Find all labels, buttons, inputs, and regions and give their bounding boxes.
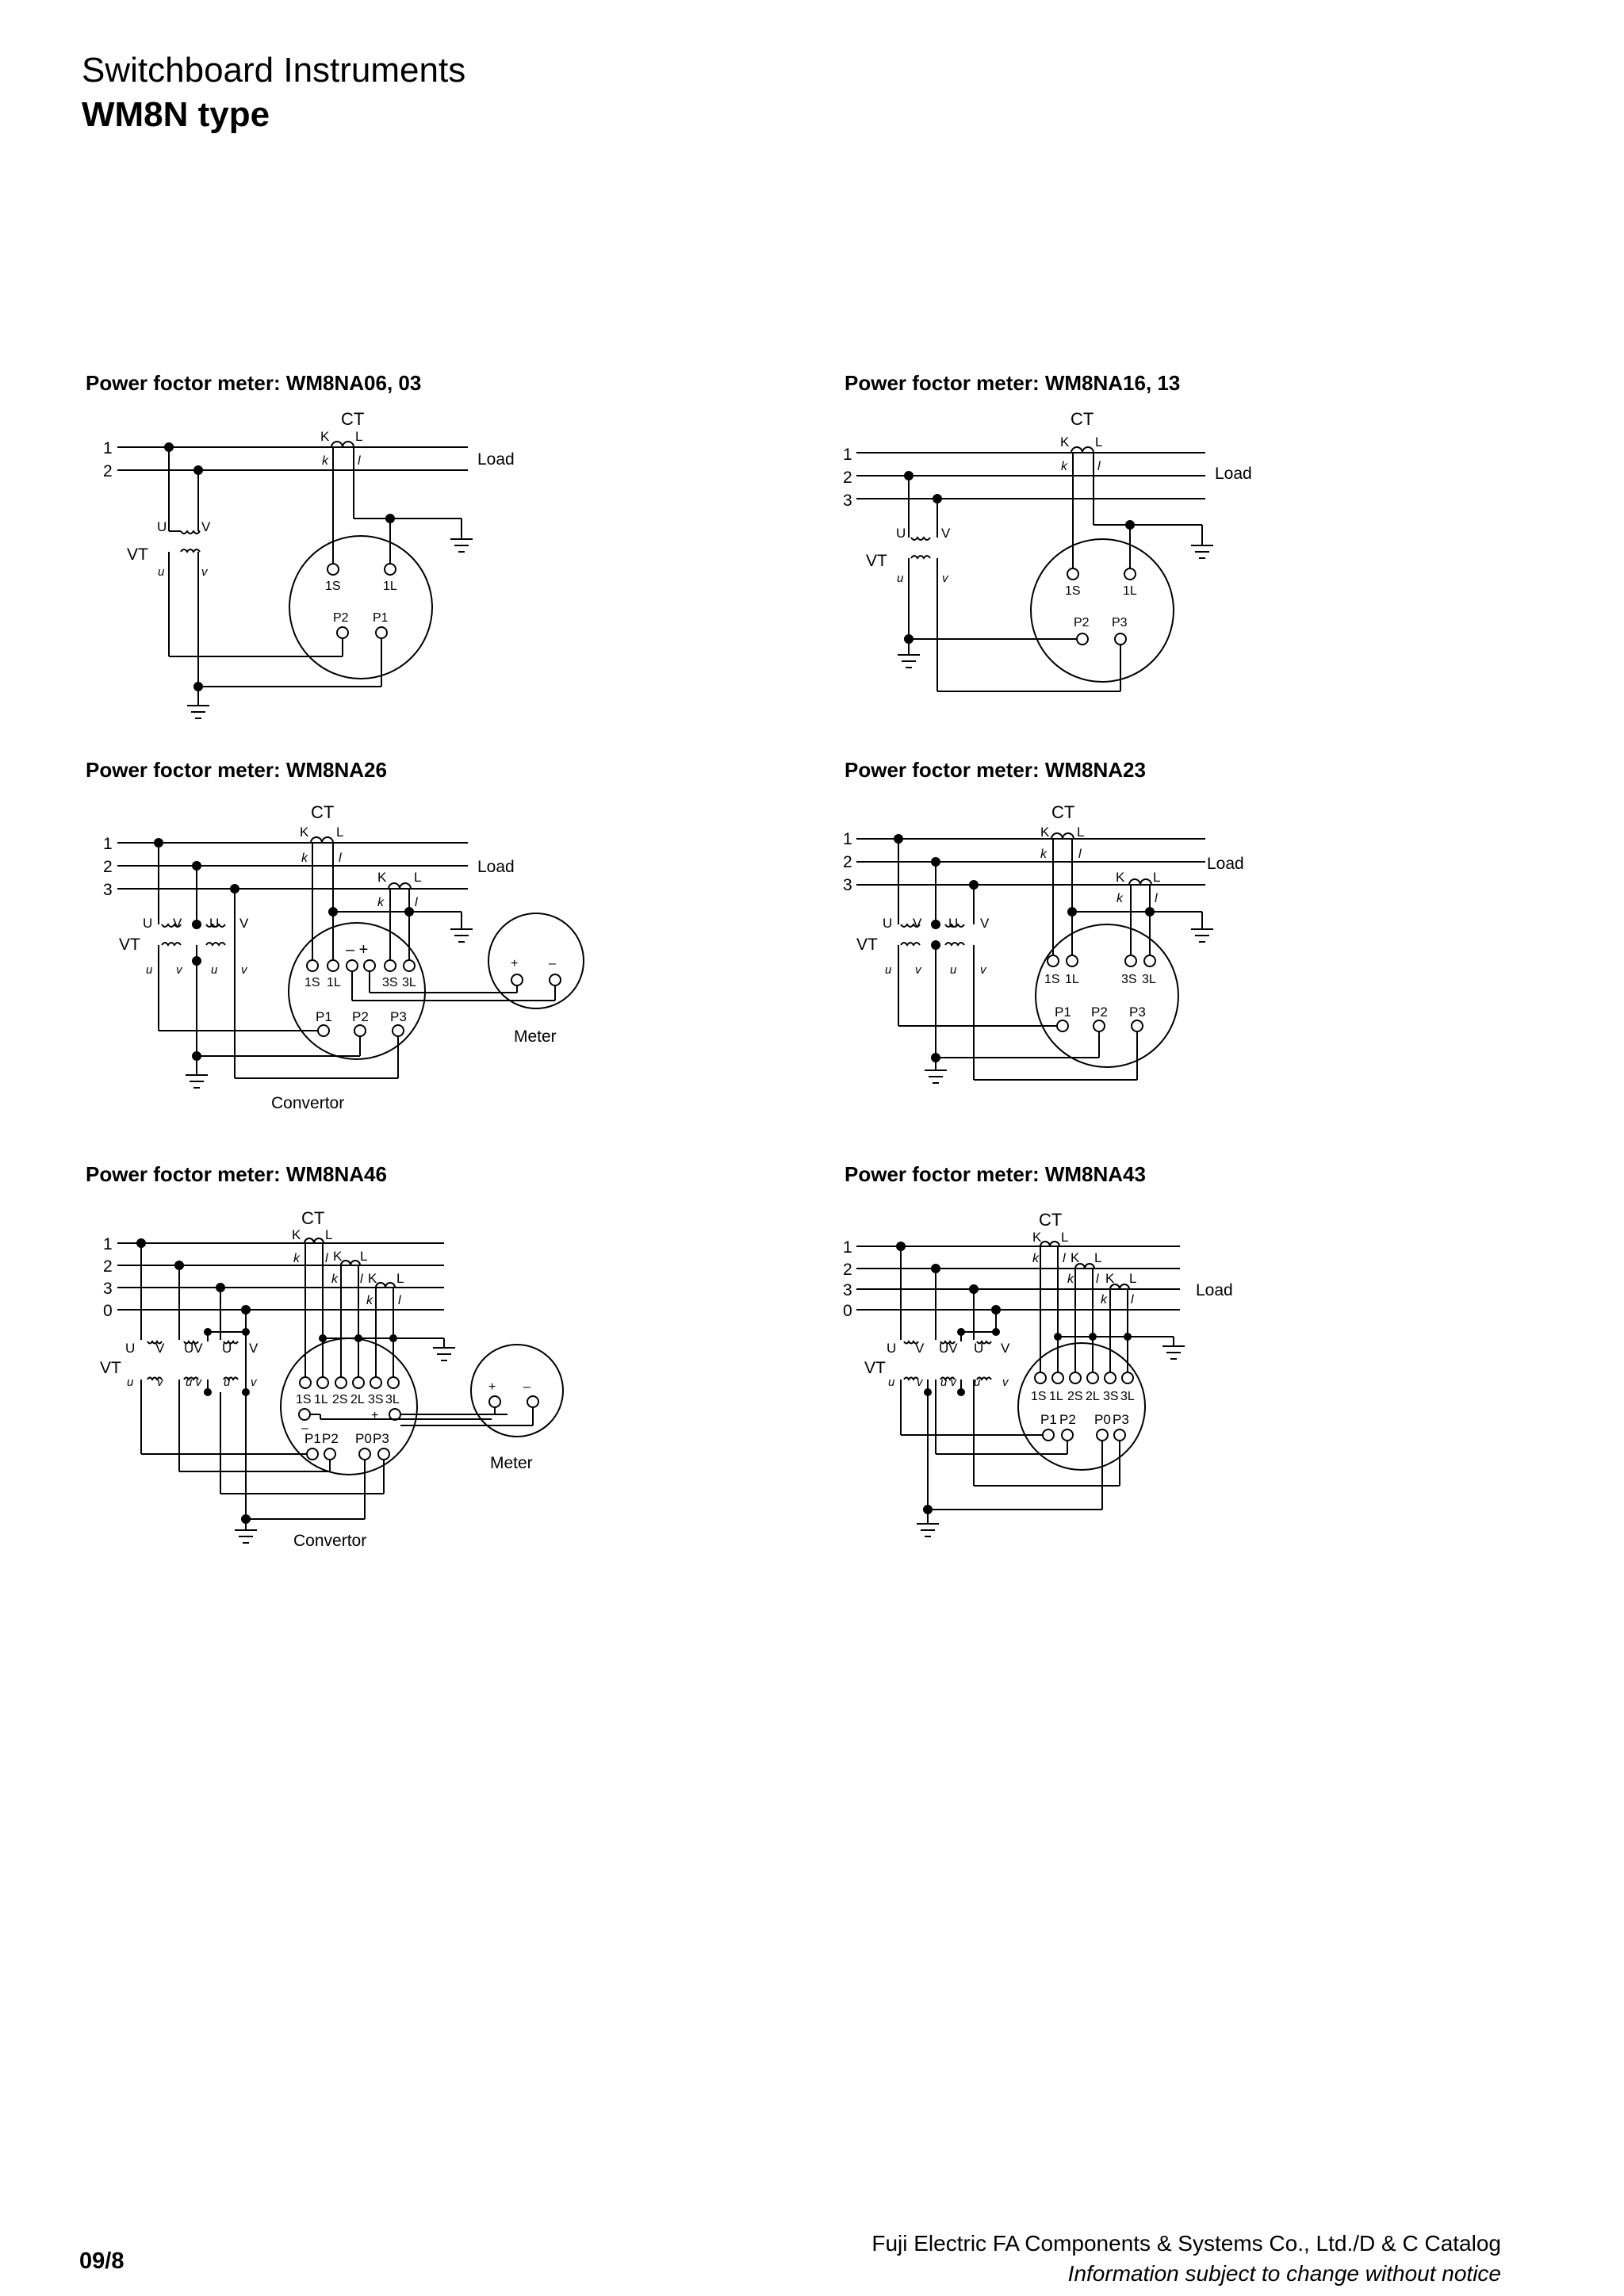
svg-text:P3: P3 [1112, 616, 1128, 629]
svg-text:L: L [414, 870, 422, 885]
svg-text:u v: u v [940, 1376, 957, 1389]
svg-text:1S: 1S [1044, 973, 1060, 986]
svg-text:u: u [224, 1376, 231, 1389]
svg-text:Load: Load [1207, 855, 1244, 873]
svg-text:3S: 3S [1121, 973, 1137, 986]
svg-text:Meter: Meter [490, 1454, 533, 1472]
svg-text:u: u [974, 1376, 981, 1389]
svg-text:P0: P0 [1094, 1412, 1111, 1427]
company-name: Fuji Electric FA Components & Systems Co., Ltd./D & C Catalog [871, 2231, 1501, 2256]
svg-text:K: K [1116, 870, 1125, 885]
svg-text:l: l [358, 454, 361, 468]
svg-text:l: l [1063, 1252, 1066, 1265]
svg-text:l: l [398, 1294, 401, 1307]
diagram-title-wm8na43: Power foctor meter: WM8NA43 [845, 1162, 1146, 1186]
svg-text:3S: 3S [368, 1393, 384, 1406]
svg-text:1L: 1L [327, 976, 341, 989]
svg-text:1S: 1S [296, 1393, 312, 1406]
svg-text:k: k [1040, 848, 1047, 861]
svg-text:P1: P1 [316, 1009, 332, 1024]
svg-text:V: V [915, 1341, 925, 1356]
svg-text:l: l [1097, 460, 1101, 473]
svg-text:V: V [173, 916, 182, 931]
svg-text:Load: Load [1215, 465, 1252, 483]
svg-text:3: 3 [843, 492, 852, 510]
svg-text:V: V [239, 916, 249, 931]
svg-text:2: 2 [843, 469, 852, 487]
svg-text:V: V [941, 526, 951, 541]
svg-text:2: 2 [103, 1257, 113, 1276]
svg-text:U: U [974, 1341, 984, 1356]
svg-text:l: l [339, 851, 342, 865]
svg-text:1S: 1S [325, 580, 341, 593]
svg-text:CT: CT [301, 1208, 325, 1228]
meter-label: Meter [514, 1027, 557, 1046]
svg-text:–: – [523, 1380, 530, 1394]
svg-text:u: u [888, 1376, 895, 1389]
svg-text:u: u [885, 963, 892, 977]
svg-text:u v: u v [186, 1376, 202, 1389]
svg-text:v: v [201, 565, 208, 579]
svg-text:V: V [249, 1341, 259, 1356]
svg-text:3L: 3L [1120, 1390, 1135, 1403]
svg-text:K: K [1040, 825, 1050, 840]
svg-text:2: 2 [103, 462, 113, 480]
diagram-title-wm8na06: Power foctor meter: WM8NA06, 03 [86, 371, 422, 395]
svg-text:Convertor: Convertor [293, 1532, 367, 1550]
svg-text:v: v [176, 963, 182, 977]
svg-text:1L: 1L [1049, 1390, 1063, 1403]
svg-text:U: U [883, 916, 893, 931]
svg-text:K: K [1060, 434, 1070, 450]
product-type-title: WM8N type [82, 95, 270, 134]
svg-text:+: + [511, 957, 519, 970]
svg-text:2L: 2L [1086, 1390, 1100, 1403]
svg-text:l: l [360, 1272, 363, 1286]
svg-text:l: l [415, 896, 418, 909]
svg-text:2S: 2S [332, 1393, 348, 1406]
svg-text:v: v [1002, 1376, 1009, 1389]
svg-text:P3: P3 [1113, 1412, 1129, 1427]
svg-text:K: K [1032, 1230, 1042, 1245]
svg-text:v: v [942, 572, 948, 585]
svg-text:CT: CT [1071, 409, 1094, 429]
svg-text:P3: P3 [373, 1431, 389, 1446]
svg-text:0: 0 [843, 1302, 852, 1320]
svg-text:1: 1 [103, 1235, 113, 1253]
svg-text:UV: UV [184, 1341, 203, 1356]
svg-text:v: v [157, 1376, 163, 1389]
svg-text:k: k [1032, 1252, 1039, 1265]
svg-text:L: L [1077, 825, 1085, 840]
svg-text:k: k [1067, 1272, 1074, 1286]
svg-text:L: L [1153, 870, 1161, 885]
svg-text:K: K [292, 1227, 301, 1242]
svg-text:P2: P2 [1091, 1004, 1108, 1020]
svg-text:1: 1 [103, 835, 113, 853]
svg-text:P2: P2 [1074, 616, 1090, 629]
svg-text:v: v [980, 963, 986, 977]
svg-text:P2: P2 [322, 1431, 339, 1446]
svg-text:V: V [1001, 1341, 1010, 1356]
svg-text:u: u [127, 1376, 134, 1389]
svg-text:K: K [320, 429, 330, 444]
svg-text:k: k [1101, 1293, 1107, 1307]
section-title: Switchboard Instruments [82, 51, 466, 90]
svg-text:2: 2 [843, 1261, 852, 1279]
svg-text:U: U [222, 1341, 232, 1356]
svg-text:2L: 2L [350, 1393, 365, 1406]
svg-text:CT: CT [1039, 1210, 1063, 1230]
svg-text:L: L [396, 1271, 404, 1286]
svg-text:U: U [887, 1341, 897, 1356]
svg-text:k: k [293, 1252, 300, 1265]
svg-text:3: 3 [103, 1280, 113, 1298]
svg-text:u: u [158, 565, 165, 579]
svg-text:1: 1 [103, 439, 113, 457]
page-number: 09/8 [79, 2248, 124, 2274]
svg-text:K: K [300, 825, 309, 840]
svg-text:P2: P2 [333, 611, 349, 625]
svg-text:1S: 1S [1031, 1390, 1047, 1403]
svg-text:U: U [896, 526, 906, 541]
diagram-title-wm8na16: Power foctor meter: WM8NA16, 13 [845, 371, 1181, 395]
svg-text:Load: Load [1196, 1281, 1233, 1299]
svg-text:3S: 3S [382, 976, 398, 989]
svg-text:k: k [377, 896, 384, 909]
svg-text:P3: P3 [1129, 1004, 1146, 1020]
svg-text:1S: 1S [1065, 584, 1081, 598]
svg-text:3S: 3S [1103, 1390, 1119, 1403]
svg-text:V: V [913, 916, 922, 931]
convertor-label: Convertor [271, 1094, 345, 1112]
disclaimer-note: Information subject to change without notice [1067, 2261, 1501, 2286]
svg-text:1L: 1L [1065, 973, 1079, 986]
svg-text:VT: VT [866, 552, 887, 570]
svg-text:2S: 2S [1067, 1390, 1083, 1403]
svg-text:v: v [915, 963, 921, 977]
svg-text:1: 1 [843, 830, 852, 848]
load-label: Load [477, 450, 515, 469]
svg-text:l: l [1078, 848, 1082, 861]
svg-text:l: l [325, 1252, 328, 1265]
svg-text:P0: P0 [355, 1431, 372, 1446]
svg-text:1L: 1L [1123, 584, 1137, 598]
svg-text:P1: P1 [304, 1431, 321, 1446]
diagram-title-wm8na46: Power foctor meter: WM8NA46 [86, 1162, 387, 1186]
svg-text:L: L [336, 825, 344, 840]
svg-text:K: K [1105, 1271, 1115, 1286]
svg-text:v: v [917, 1376, 923, 1389]
svg-text:u: u [897, 572, 904, 585]
svg-text:P1: P1 [1055, 1004, 1071, 1020]
svg-text:VT: VT [119, 936, 140, 954]
svg-text:L: L [360, 1249, 368, 1264]
svg-text:U: U [143, 916, 153, 931]
svg-text:u: u [950, 963, 957, 977]
svg-text:k: k [322, 454, 328, 468]
vt-label: VT [127, 545, 148, 564]
svg-text:3L: 3L [1142, 973, 1156, 986]
svg-text:u: u [146, 963, 153, 977]
svg-text:U: U [209, 916, 220, 931]
svg-text:P3: P3 [390, 1009, 407, 1024]
svg-text:1L: 1L [383, 580, 397, 593]
svg-text:l: l [1131, 1293, 1134, 1307]
ct-label: CT [341, 409, 365, 429]
svg-text:v: v [251, 1376, 257, 1389]
svg-text:V: V [980, 916, 990, 931]
svg-text:VT: VT [864, 1359, 886, 1377]
svg-text:u: u [211, 963, 218, 977]
svg-text:+: + [371, 1409, 379, 1422]
svg-text:3: 3 [843, 876, 852, 894]
svg-text:0: 0 [103, 1302, 113, 1320]
svg-text:K: K [377, 870, 387, 885]
diagram-title-wm8na26: Power foctor meter: WM8NA26 [86, 758, 387, 782]
svg-text:3: 3 [843, 1281, 852, 1299]
svg-text:U: U [948, 916, 959, 931]
svg-text:L: L [325, 1227, 333, 1242]
svg-text:3L: 3L [385, 1393, 400, 1406]
svg-text:l: l [1096, 1272, 1099, 1286]
svg-text:L: L [355, 429, 363, 444]
svg-text:P2: P2 [352, 1009, 369, 1024]
svg-text:P1: P1 [373, 611, 389, 625]
svg-text:–: – [549, 957, 556, 970]
svg-text:L: L [1129, 1271, 1137, 1286]
svg-text:U: U [157, 519, 167, 534]
svg-text:v: v [241, 963, 247, 977]
svg-text:1: 1 [843, 1238, 852, 1257]
svg-text:l: l [1155, 892, 1158, 905]
svg-text:1S: 1S [304, 976, 320, 989]
svg-text:2: 2 [843, 853, 852, 871]
svg-text:V: V [201, 519, 211, 534]
svg-text:U: U [125, 1341, 136, 1356]
svg-text:3L: 3L [402, 976, 416, 989]
svg-text:k: k [1061, 460, 1067, 473]
svg-text:+: + [488, 1380, 496, 1394]
svg-text:V: V [155, 1341, 165, 1356]
svg-text:k: k [301, 851, 308, 865]
svg-text:1L: 1L [314, 1393, 328, 1406]
diagram-title-wm8na23: Power foctor meter: WM8NA23 [845, 758, 1146, 782]
svg-text:k: k [1116, 892, 1123, 905]
svg-text:1: 1 [843, 446, 852, 464]
svg-text:VT: VT [100, 1359, 121, 1377]
svg-text:K: K [1071, 1250, 1080, 1265]
svg-text:– +: – + [346, 941, 369, 959]
svg-text:Load: Load [477, 858, 515, 876]
svg-text:K: K [333, 1249, 343, 1264]
svg-text:K: K [368, 1271, 377, 1286]
svg-text:k: k [366, 1294, 373, 1307]
svg-text:L: L [1094, 1250, 1102, 1265]
svg-text:2: 2 [103, 858, 113, 876]
svg-text:–: – [301, 1422, 308, 1435]
svg-text:CT: CT [311, 802, 335, 822]
svg-text:L: L [1061, 1230, 1069, 1245]
svg-text:UV: UV [939, 1341, 958, 1356]
svg-text:CT: CT [1051, 802, 1075, 822]
svg-text:P2: P2 [1059, 1412, 1076, 1427]
svg-text:3: 3 [103, 881, 113, 899]
svg-text:P1: P1 [1040, 1412, 1057, 1427]
svg-text:VT: VT [856, 936, 878, 954]
svg-text:k: k [331, 1272, 338, 1286]
svg-text:L: L [1095, 434, 1103, 450]
